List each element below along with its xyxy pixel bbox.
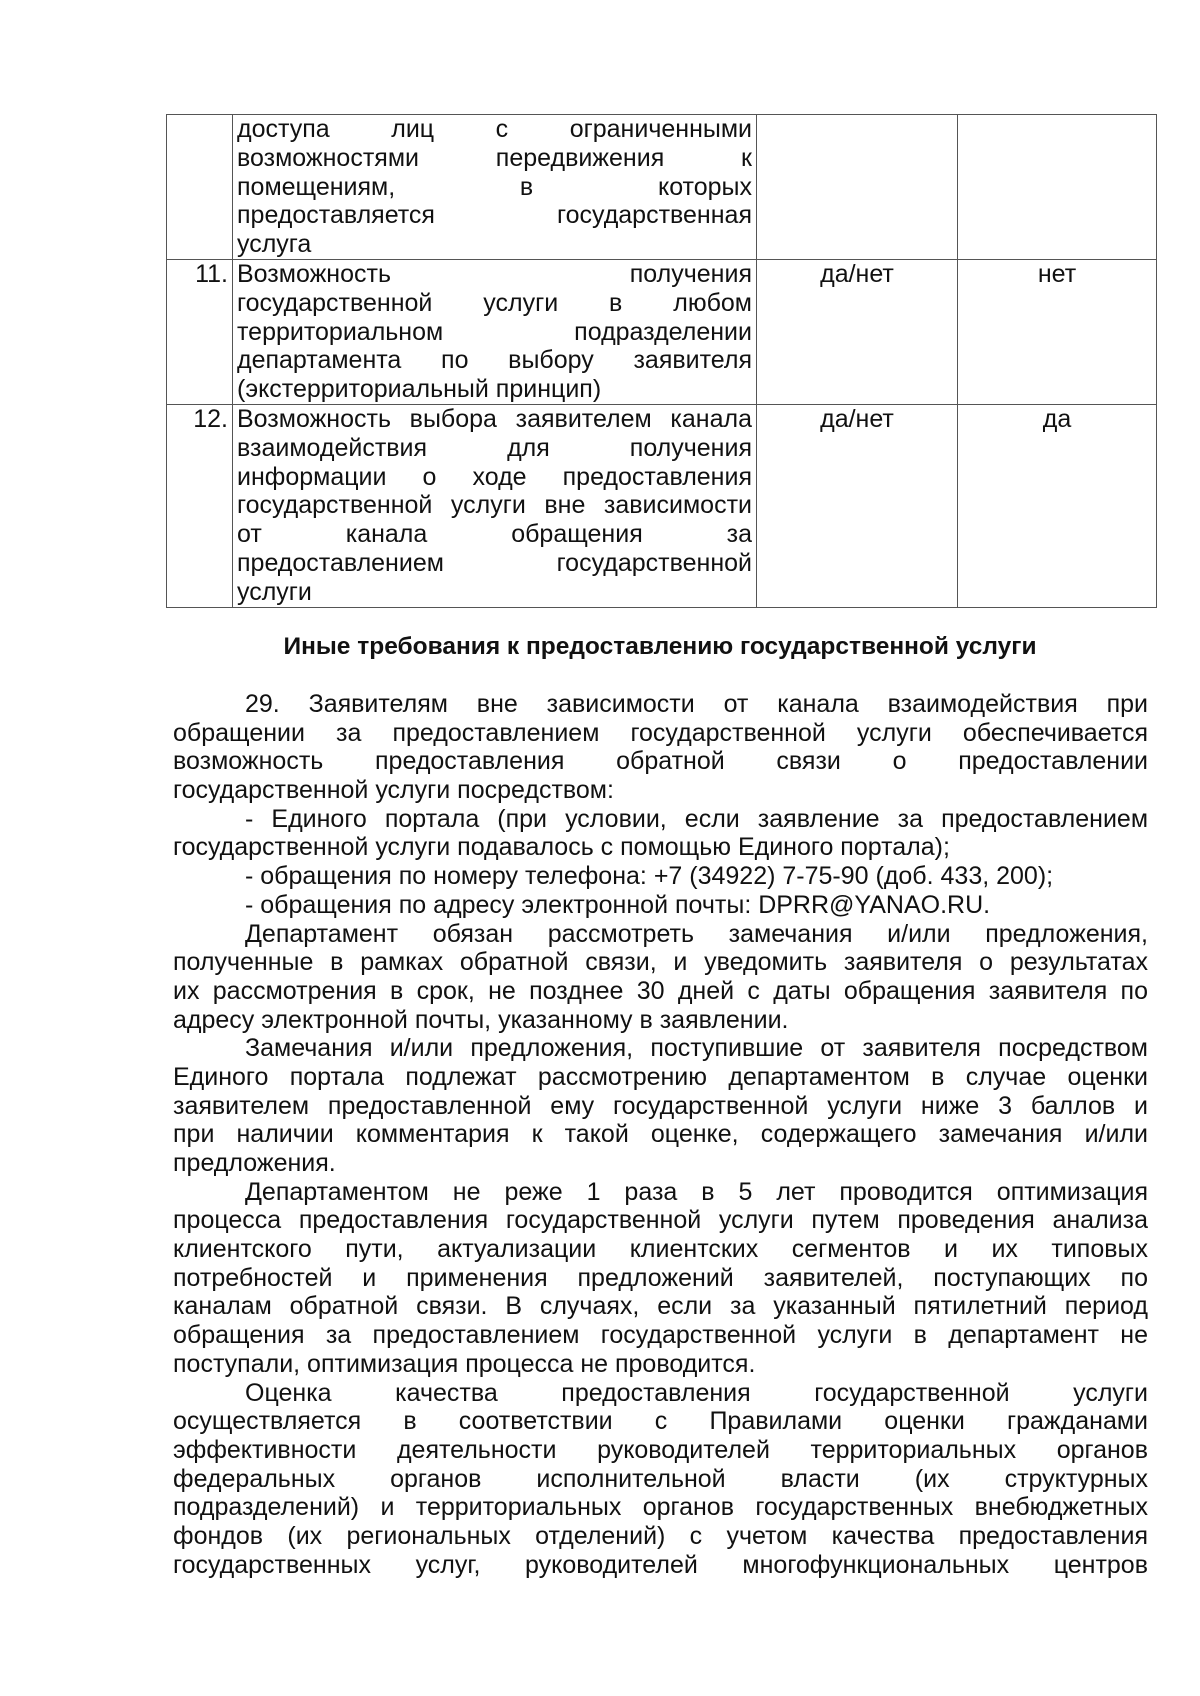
indicator-text-line: взаимодействия для получения: [237, 433, 752, 462]
paragraph-line: - Единого портала (при условии, если заявление за предоставлением: [245, 804, 1148, 833]
unit-of-measure: [757, 115, 958, 260]
indicator-text-line: департамента по выбору заявителя: [237, 346, 752, 375]
indicator-text-line: государственной услуги вне зависимости: [237, 491, 752, 520]
paragraph-line: государственной услуги посредством:: [173, 776, 614, 805]
paragraph-line: Единого портала подлежат рассмотрению департаментом в случае оценки: [173, 1062, 1148, 1091]
row-number: 12.: [167, 404, 233, 607]
indicator-text-line: услуга: [237, 230, 312, 259]
paragraph-line: полученные в рамках обратной связи, и уведомить заявителя о результатах: [173, 948, 1148, 977]
body-text: [173, 690, 1148, 1579]
indicator-text-line: предоставлением государственной: [237, 548, 752, 577]
paragraph-line: процесса предоставления государственной услуги путем проведения анализа: [173, 1206, 1148, 1235]
paragraph-line: - обращения по адресу электронной почты: DPRR@YANAO.RU.: [245, 890, 991, 919]
indicator-text-line: Возможность получения: [237, 259, 752, 288]
paragraph-line: - обращения по номеру телефона: +7 (34922) 7-75-90 (доб. 433, 200);: [245, 862, 1054, 891]
indicator-value: [958, 115, 1157, 260]
indicator-name: [233, 404, 757, 607]
paragraph-line: государственных услуг, руководителей многофункциональных центров: [173, 1550, 1148, 1579]
indicator-value: нет: [958, 259, 1157, 404]
unit-of-measure: да/нет: [757, 259, 958, 404]
paragraph-line: 29. Заявителям вне зависимости от канала взаимодействия при: [245, 690, 1148, 718]
paragraph-line: государственной услуги подавалось с помощью Единого портала);: [173, 833, 950, 862]
section-title: Иные требования к предоставлению государственной услуги: [283, 633, 1037, 660]
indicator-value: да: [958, 404, 1157, 607]
paragraph-line: Оценка качества предоставления государственной услуги: [245, 1378, 1148, 1407]
paragraph-line: осуществляется в соответствии с Правилами оценки гражданами: [173, 1407, 1148, 1436]
indicator-text-line: возможностями передвижения к: [237, 143, 752, 172]
paragraph-line: каналам обратной связи. В случаях, если за указанный пятилетний период: [173, 1292, 1148, 1321]
indicator-name: [233, 115, 757, 260]
row-number: [167, 115, 233, 260]
paragraph-line: эффективности деятельности руководителей территориальных органов: [173, 1435, 1148, 1464]
table-row: [167, 115, 1157, 260]
paragraph-line: предложения.: [173, 1149, 336, 1177]
paragraph-line: подразделений) и территориальных органов государственных внебюджетных: [173, 1493, 1148, 1522]
indicator-text-line: государственной услуги в любом: [237, 288, 752, 317]
paragraph-line: Департамент обязан рассмотреть замечания и/или предложения,: [245, 919, 1148, 948]
indicator-text-line: доступа лиц с ограниченными: [237, 115, 752, 143]
indicator-text-line: территориальном подразделении: [237, 317, 752, 346]
indicator-text-line: от канала обращения за: [237, 520, 752, 549]
paragraph-line: адресу электронной почты, указанному в заявлении.: [173, 1005, 789, 1034]
indicator-text-line: (экстерриториальный принцип): [237, 375, 602, 404]
indicator-text-line: информации о ходе предоставления: [237, 462, 752, 491]
unit-of-measure: да/нет: [757, 404, 958, 607]
table-row: [167, 404, 1157, 607]
paragraph-line: федеральных органов исполнительной власти (их структурных: [173, 1464, 1148, 1493]
paragraph-line: фондов (их региональных отделений) с учетом качества предоставления: [173, 1521, 1148, 1550]
row-number: 11.: [167, 259, 233, 404]
paragraph-line: их рассмотрения в срок, не позднее 30 дней с даты обращения заявителя по: [173, 976, 1148, 1005]
indicator-text-line: услуги: [237, 577, 312, 606]
indicator-text-line: предоставляется государственная: [237, 201, 752, 230]
indicator-text-line: Возможность выбора заявителем канала: [237, 404, 752, 433]
paragraph-line: возможность предоставления обратной связи о предоставлении: [173, 747, 1148, 776]
paragraph-line: Замечания и/или предложения, поступившие от заявителя посредством: [245, 1034, 1148, 1063]
paragraph-line: заявителем предоставленной ему государственной услуги ниже 3 баллов и: [173, 1091, 1148, 1120]
paragraph-line: клиентского пути, актуализации клиентских сегментов и их типовых: [173, 1235, 1148, 1264]
paragraph-line: при наличии комментария к такой оценке, содержащего замечания и/или: [173, 1120, 1148, 1149]
indicators-table: [166, 114, 1157, 608]
indicator-name: [233, 259, 757, 404]
paragraph-line: обращения за предоставлением государственной услуги в департамент не: [173, 1321, 1148, 1350]
paragraph-line: обращении за предоставлением государственной услуги обеспечивается: [173, 718, 1148, 747]
indicators-table-body: [167, 115, 1157, 608]
paragraph-line: поступали, оптимизация процесса не проводится.: [173, 1349, 756, 1378]
paragraph-line: Департаментом не реже 1 раза в 5 лет проводится оптимизация: [245, 1177, 1148, 1206]
indicator-text-line: помещениям, в которых: [237, 172, 752, 201]
paragraph-line: потребностей и применения предложений заявителей, поступающих по: [173, 1263, 1148, 1292]
table-row: [167, 259, 1157, 404]
